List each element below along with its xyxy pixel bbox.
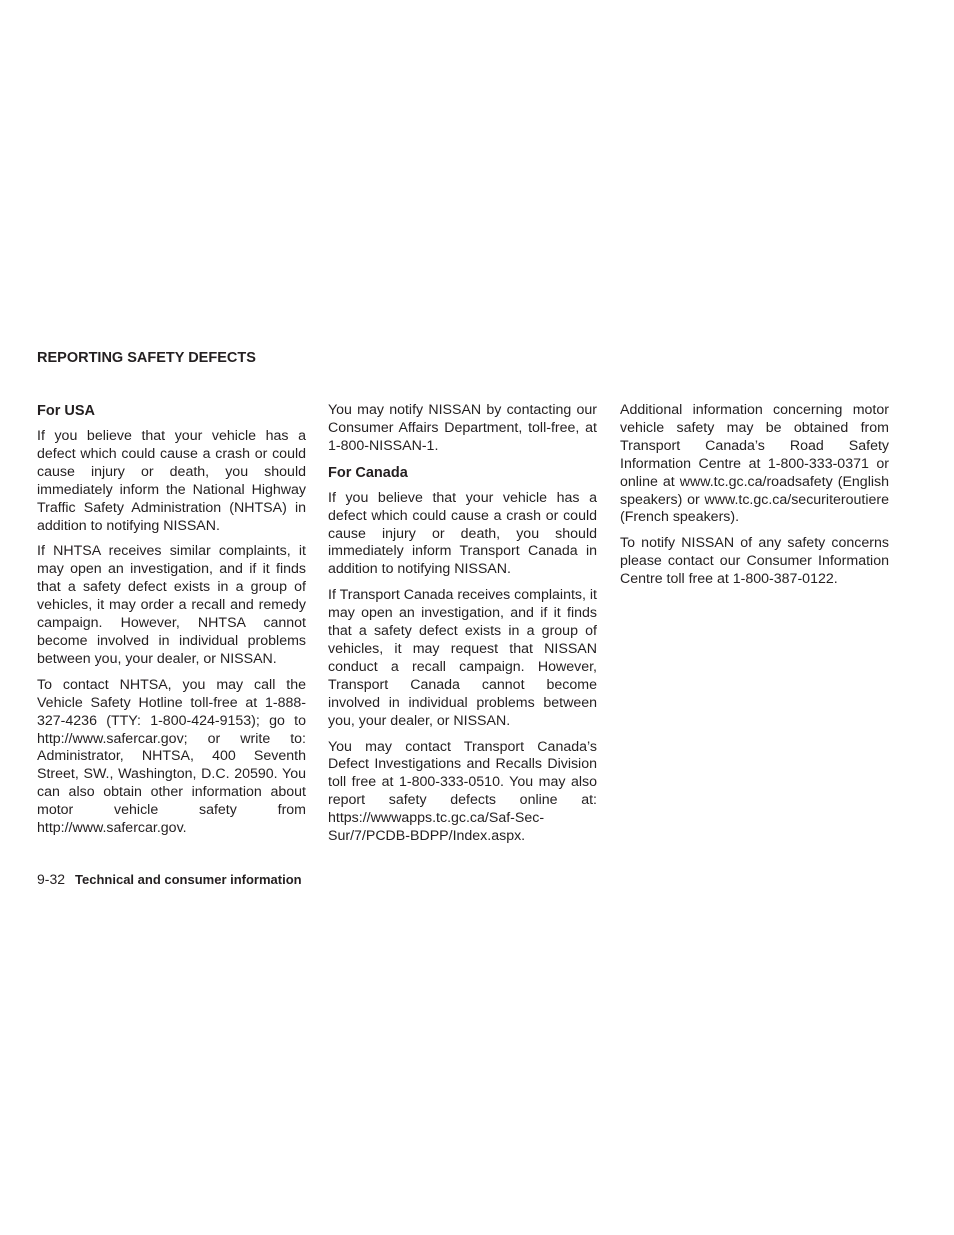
column-3: [620, 402, 889, 597]
canada-heading: For Canada: [328, 464, 408, 481]
column-2: [328, 402, 597, 854]
page-number: 9-32: [37, 871, 66, 887]
usa-paragraph-1: If you believe that your vehicle has a defect which could cause a crash or could cause injury or death, you should immediately inform the National Highway Traffic Safety Administration (NHTSA) in addition to notifying NISSAN.: [37, 428, 306, 534]
usa-paragraph-2: If NHTSA receives similar complaints, it may open an investigation, and if it finds that a safety defect exists in a group of vehicles, it may order a recall and remedy campaign. However, NHTSA cannot become involved in individual problems between you, your dealer, or NISSAN.: [37, 543, 306, 667]
canada-paragraph-2: If Transport Canada receives complaints, it may open an investigation, and if it finds that a safety defect exists in a group of vehicles, it may request that NISSAN conduct a recall campaign. However, Transport Canada cannot become involved in individual problems between you, your dealer, or NISSAN.: [328, 587, 597, 729]
column-1: [37, 402, 306, 846]
page-footer: [37, 871, 302, 888]
section-title: REPORTING SAFETY DEFECTS: [37, 350, 256, 366]
canada-paragraph-5: To notify NISSAN of any safety concerns please contact our Consumer Information Centre toll free at 1-800-387-0122.: [620, 535, 889, 588]
canada-paragraph-3: You may contact Transport Canada’s Defect Investigations and Recalls Division toll free at 1-800-333-0510. You may also report safety defects online at: https://wwwapps.tc.gc.ca/Saf-Sec-Sur/7/PCDB-BDPP/Index.aspx.: [328, 738, 597, 845]
canada-paragraph-1: If you believe that your vehicle has a defect which could cause a crash or could cause injury or death, you should immediately inform Transport Canada in addition to notifying NISSAN.: [328, 489, 597, 578]
footer-title: Technical and consumer information: [75, 872, 302, 887]
usa-heading: For USA: [37, 403, 95, 419]
usa-paragraph-3: To contact NHTSA, you may call the Vehicle Safety Hotline toll-free at 1-888-327-4236 (TTY: 1-800-424-9153); go to http://www.safercar.gov; or write to: Administrator, NHTSA, 400 Seventh Street, SW., Washington, D.C. 20590. You can also obtain other information about motor vehicle safety from http://www.safercar.gov.: [37, 676, 306, 837]
canada-paragraph-4: Additional information concerning motor vehicle safety may be obtained from Transport Canada’s Road Safety Information Centre at 1-800-333-0371 or online at www.tc.gc.ca/roadsafety (English speakers) or www.tc.gc.ca/securiteroutiere (French speakers).: [620, 402, 889, 526]
usa-paragraph-4: You may notify NISSAN by contacting our Consumer Affairs Department, toll-free, at 1-800-NISSAN-1.: [328, 402, 597, 454]
